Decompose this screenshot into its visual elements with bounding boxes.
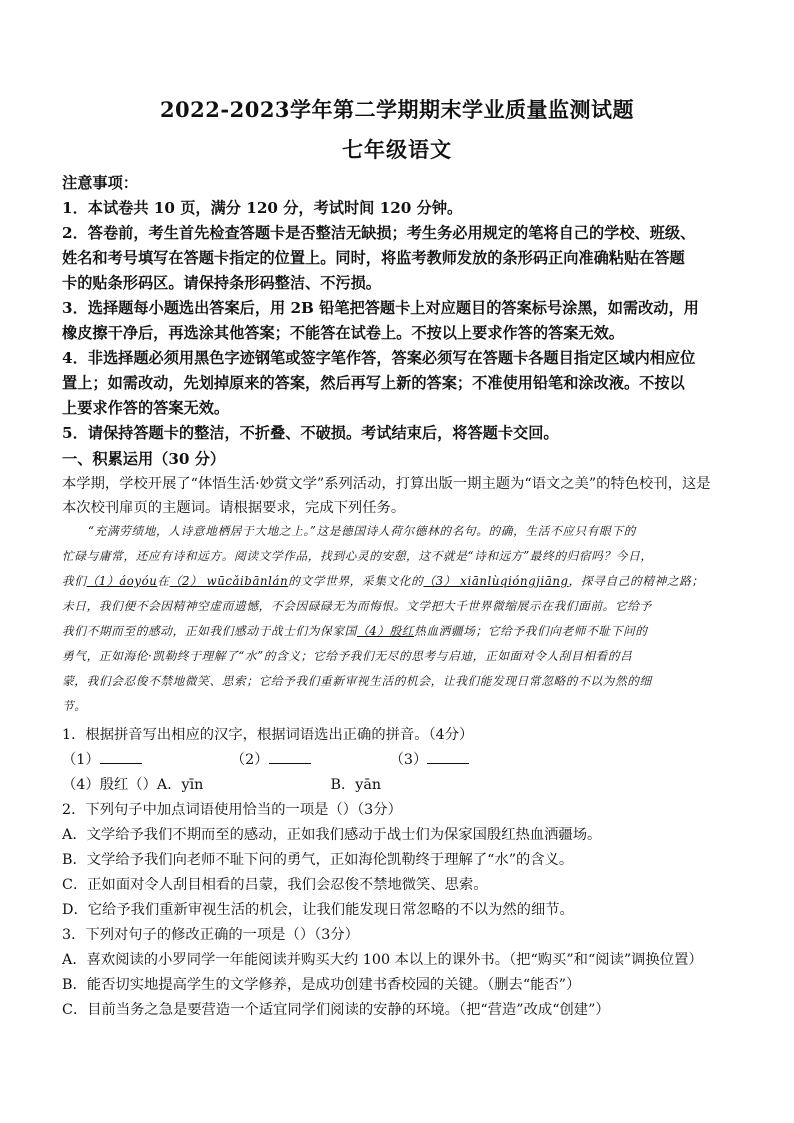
option-a: A．喜欢阅读的小罗同学一年能阅读并购买大约 100 本以上的课外书。（把“购买”和“阅读”调换位置） — [62, 952, 703, 968]
answer-blank-1[interactable] — [100, 751, 142, 764]
notice-heading: 注意事项： — [62, 174, 138, 192]
notice-line: 3．选择题每小题选出答案后，用 2B 铅笔把答题卡上对应题目的答案标号涂黑，如需改动，用 — [62, 299, 699, 317]
notice-line: 置上；如需改动，先划掉原来的答案，然后再写上新的答案；不准使用铅笔和涂改液。不按以 — [62, 374, 685, 392]
pinyin-blank-1: （1）áoyóu — [86, 574, 158, 588]
question-1-choice — [62, 774, 381, 794]
passage-text: 热血洒疆场；它给予我们向老师不耻下问的 — [414, 624, 648, 638]
passage-text: 我们不期而至的感动，正如我们感动于战士们为保家国 — [62, 624, 357, 638]
option-b: B．能否切实地提高学生的文学修养，是成功创建书香校园的关键。（删去“能否”） — [62, 977, 581, 993]
question-1: 1．根据拼音写出相应的汉字，根据词语选出正确的拼音。（4分） — [62, 727, 474, 743]
question-3: 3．下列对句子的修改正确的一项是（）（3分） — [62, 927, 359, 943]
answer-label-2: （2） — [230, 752, 269, 768]
passage-line: 节。 — [62, 699, 87, 713]
answer-blank-3[interactable] — [427, 751, 469, 764]
notice-line: 上要求作答的答案无效。 — [62, 399, 230, 417]
pinyin-blank-2: （2） wūcǎibānlán — [169, 574, 289, 588]
answer-label-3: （3） — [389, 752, 428, 768]
exam-title: 2022-2023学年第二学期期末学业质量监测试题 — [159, 97, 635, 122]
question-1-answers — [62, 749, 469, 769]
pinyin-blank-3: （3） xiānlùqióngjiāng — [423, 574, 569, 588]
choice-b: B．yān — [330, 777, 382, 793]
section-intro: 本次校刊扉页的主题词。请根据要求，完成下列任务。 — [62, 500, 406, 516]
answer-label-1: （1） — [62, 752, 100, 768]
passage-line: 未日，我们便不会因精神空虚而遗憾，不会因碌碌无为而悔恨。文学把大千世界微缩展示在我们面前。它给予 — [62, 599, 652, 613]
notice-line: 姓名和考号填写在答题卡指定的位置上。同时，将监考教师发放的条形码正向准确粘贴在答题 — [62, 249, 685, 267]
notice-line: 橡皮擦干净后，再选涂其他答案；不能答在试卷上。不按以上要求作答的答案无效。 — [62, 324, 624, 342]
choice-a: （4）殷红（）A．yīn — [62, 777, 204, 793]
passage-line: 忙碌与庸常，还应有诗和远方。阅读文学作品，找到心灵的安憩，这不就是“诗和远方”最终的归宿吗？今日， — [62, 549, 653, 563]
passage-line: 蒙，我们会忍俊不禁地微笑、思索；它给予我们重新审视生活的机会，让我们能发现日常忽略的不以为然的细 — [62, 674, 652, 688]
option-b: B．文学给予我们向老师不耻下问的勇气，正如海伦凯勒终于理解了“水”的含义。 — [62, 852, 574, 868]
notice-line: 1．本试卷共 10 页，满分 120 分，考试时间 120 分钟。 — [62, 199, 463, 217]
option-c: C．正如面对令人刮目相看的吕蒙，我们会忍俊不禁地微笑、思索。 — [62, 877, 488, 893]
passage-line: “充满劳绩地，人诗意地栖居于大地之上。”这是德国诗人荷尔德林的名句。的确，生活不应只有眼下的 — [88, 524, 636, 538]
passage-line — [62, 623, 648, 639]
notice-line: 卡的贴条形码区。请保持条形码整洁、不污损。 — [62, 274, 381, 292]
passage-text: 我们 — [62, 574, 87, 588]
section-intro: 本学期，学校开展了“体悟生活·妙赏文学”系列活动，打算出版一期主题为“语文之美”的特色校刊，这是 — [62, 476, 711, 492]
notice-line: 5．请保持答题卡的整洁，不折叠、不破损。考试结束后，将答题卡交回。 — [62, 424, 559, 442]
word-blank-4: （4）殷红 — [356, 624, 415, 638]
answer-blank-2[interactable] — [269, 751, 311, 764]
notice-line: 2．答卷前，考生首先检查答题卡是否整洁无缺损；考生务必用规定的笔将自己的学校、班级、 — [62, 224, 696, 242]
option-c: C．目前当务之急是要营造一个适宜同学们阅读的安静的环境。（把“营造”改成“创建”） — [62, 1002, 610, 1018]
section-heading: 一、积累运用（30 分） — [62, 450, 226, 468]
notice-line: 4．非选择题必须用黑色字迹钢笔或签字笔作答，答案必须写在答题卡各题目指定区域内相应位 — [62, 349, 696, 367]
passage-text: ，探寻自己的精神之路； — [568, 574, 704, 588]
passage-text: 的文学世界，采集文化的 — [288, 574, 424, 588]
option-a: A．文学给予我们不期而至的感动，正如我们感动于战士们为保家国殷红热血洒疆场。 — [62, 827, 602, 843]
option-d: D．它给予我们重新审视生活的机会，让我们能发现日常忽略的不以为然的细节。 — [62, 902, 574, 918]
exam-subtitle: 七年级语文 — [342, 137, 452, 162]
passage-line: 勇气，正如海伦·凯勒终于理解了“水”的含义；它给予我们无尽的思考与启迪，正如面对令人刮目相看的吕 — [62, 649, 633, 663]
question-2: 2．下列句子中加点词语使用恰当的一项是（）（3分） — [62, 802, 402, 818]
passage-line — [62, 573, 704, 589]
passage-text: 在 — [157, 574, 170, 588]
